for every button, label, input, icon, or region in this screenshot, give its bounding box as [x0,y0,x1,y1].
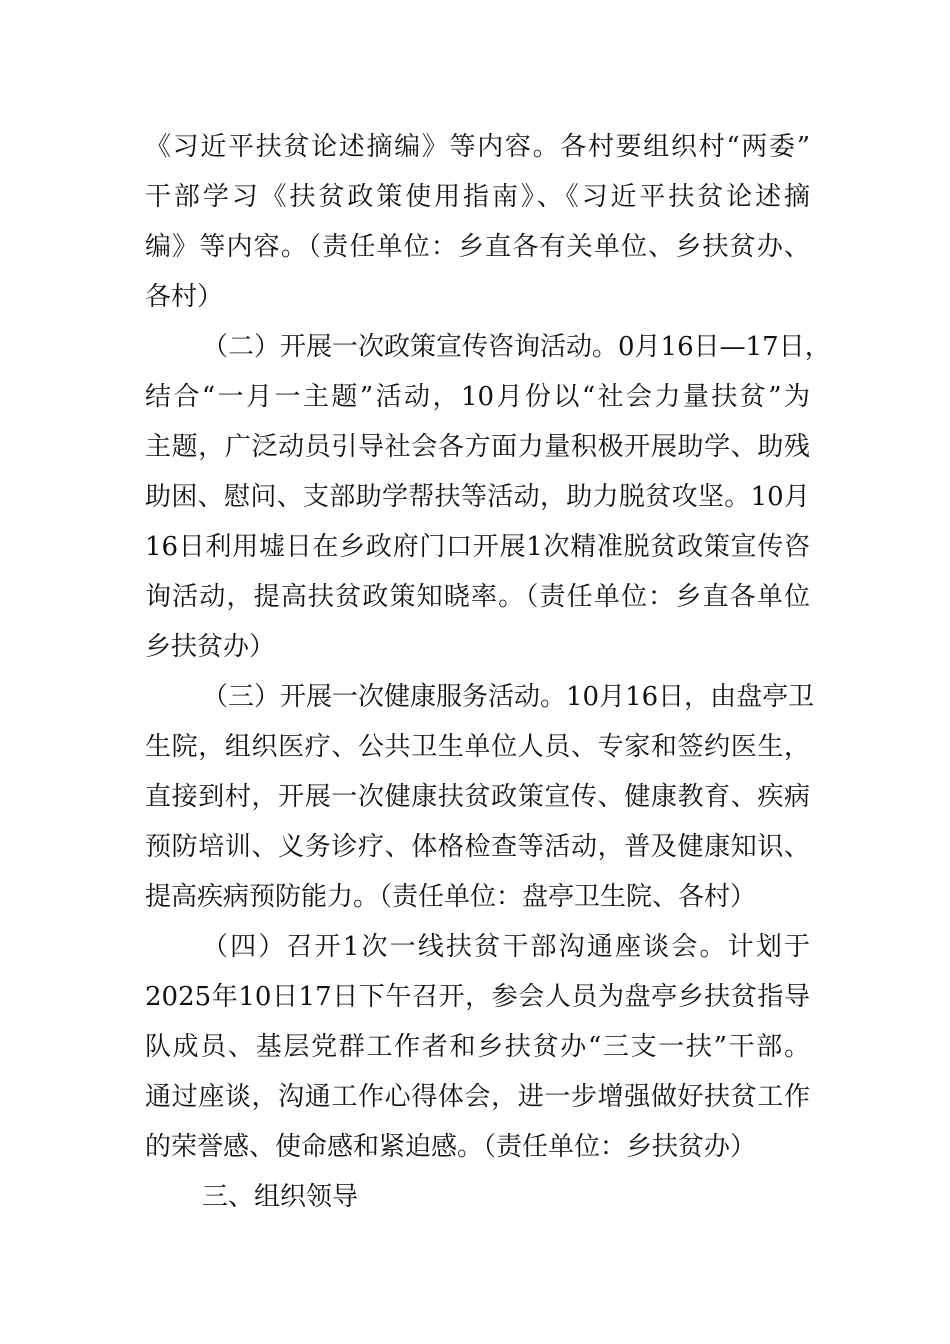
text-line: 乡扶贫办） [145,632,276,662]
text-line: 《习近平扶贫论述摘编》等内容。各村要组织村“两委” [145,132,810,162]
text-line: 编》等内容。（责任单位：乡直各有关单位、乡扶贫办、 [145,232,810,262]
text-line: 提高疾病预防能力。（责任单位：盘亭卫生院、各村） [145,882,757,912]
text-line: 直接到村，开展一次健康扶贫政策宣传、健康教育、疾病 [145,782,810,812]
text-line: 的荣誉感、使命感和紧迫感。（责任单位：乡扶贫办） [145,1132,757,1162]
text-line: 通过座谈，沟通工作心得体会，进一步增强做好扶贫工作 [145,1082,810,1112]
text-line: 2025年10日17日下午召开，参会人员为盘亭乡扶贫指导 [145,982,810,1012]
text-line: 生院，组织医疗、公共卫生单位人员、专家和签约医生， [145,732,810,762]
text-line: 结合“一月一主题”活动，10月份以“社会力量扶贫”为 [145,382,810,412]
section-heading-4: （四）召开1次一线扶贫干部沟通座谈会。计划于 [202,932,810,962]
text-line: 预防培训、义务诊疗、体格检查等活动，普及健康知识、 [145,832,810,862]
text-line: 助困、慰问、支部助学帮扶等活动，助力脱贫攻坚。10月 [145,482,810,512]
text-line: 队成员、基层党群工作者和乡扶贫办“三支一扶”干部。 [145,1032,810,1062]
section-heading-2: （二）开展一次政策宣传咨询活动。0月16日—17日， [202,332,831,362]
section-heading-3: （三）开展一次健康服务活动。10月16日，由盘亭卫 [202,682,815,712]
text-line: 干部学习《扶贫政策使用指南》、《习近平扶贫论述摘 [145,182,810,212]
chapter-heading-3: 三、组织领导 [202,1182,359,1212]
text-line: 询活动，提高扶贫政策知晓率。（责任单位：乡直各单位 [145,582,810,612]
text-line: 各村） [145,282,224,312]
document-body [145,127,831,1227]
text-line: 16日利用墟日在乡政府门口开展1次精准脱贫政策宣传咨 [145,532,810,562]
text-line: 主题，广泛动员引导社会各方面力量积极开展助学、助残 [145,432,810,462]
